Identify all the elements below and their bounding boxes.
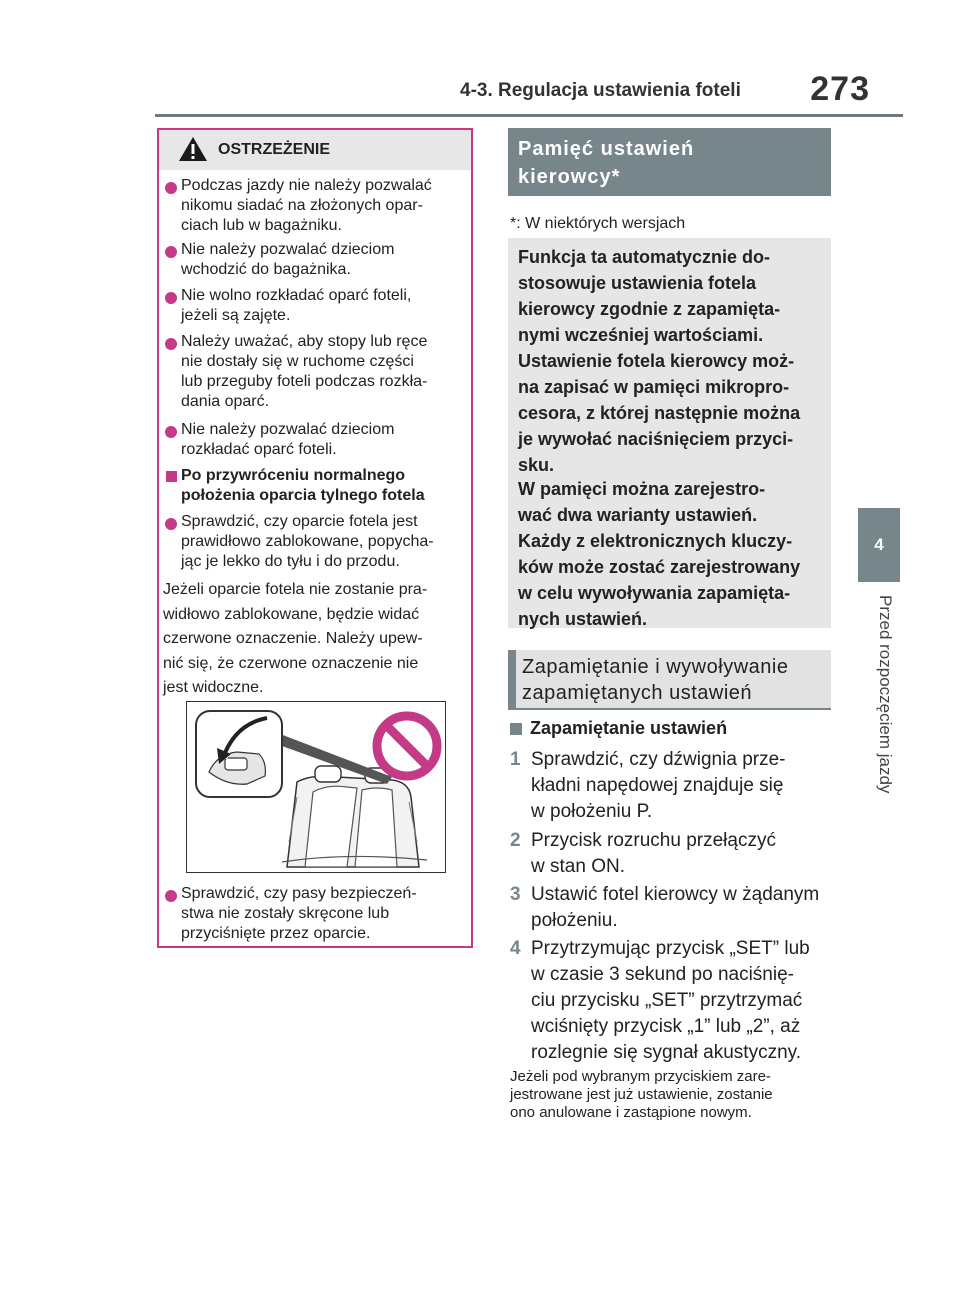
warning-item: Nie wolno rozkładać oparć foteli, jeżeli są zajęte. [181,287,412,324]
header-rule [155,114,903,117]
warning-item: Sprawdzić, czy pasy bezpieczeń- stwa nie zostały skręcone lub przyciśnięte przez oparcie. [181,885,417,942]
section-title: 4-3. Regulacja ustawienia foteli [460,80,741,101]
step-text: Przytrzymując przycisk „SET” lub w czasie 3 sekund po naciśnię- ciu przycisku „SET” przytrzymać wciśnięty przycisk „1” lub „2”, aż rozlegnie się sygnał akustyczny. [531,938,810,1063]
page-number: 273 [810,70,870,108]
warning-triangle-icon [178,136,208,162]
memory-intro-box [508,238,831,628]
recall-section-header: Zapamiętanie i wywoływanie zapamiętanych ustawień [508,650,831,710]
step-text: Przycisk rozruchu przełączyć w stan ON. [531,830,776,877]
bullet-icon [165,426,177,438]
warning-title: OSTRZEŻENIE [218,141,331,158]
step-number: 4 [510,938,521,959]
warning-paragraph: Jeżeli oparcie fotela nie zostanie pra- widłowo zablokowane, będzie widać czerwone oznaczenie. Należy upew- nić się, że czerwone oznaczenie nie jest widoczne. [163,581,428,696]
footnote: *: W niektórych wersjach [510,215,686,232]
recall-subheading: Zapamiętanie ustawień [530,718,728,738]
step-number: 3 [510,884,521,905]
bullet-icon [165,246,177,258]
step-text: Ustawić fotel kierowcy w żądanym położeniu. [531,884,820,931]
warning-item: Sprawdzić, czy oparcie fotela jest prawidłowo zablokowane, popycha- jąc je lekko do tyłu i do przodu. [181,513,434,570]
warning-item: Należy uważać, aby stopy lub ręce nie dostały się w ruchome części lub przeguby foteli podczas rozkła- dania oparć. [181,333,428,410]
warning-item: Nie należy pozwalać dzieciom rozkładać oparć foteli. [181,421,395,458]
square-bullet-icon [166,471,177,482]
seat-illustration [186,701,446,873]
memory-section-header: Pamięć ustawień kierowcy* [508,128,831,196]
step-text: Sprawdzić, czy dźwignia prze- kładni napędowej znajduje się w położeniu P. [531,749,786,822]
intro-paragraph: Ustawienie fotela kierowcy moż- na zapisać w pamięci mikropro- cesora, z której następnie można je wywołać naciśnięciem przyci- sku. [518,351,801,475]
intro-paragraph: W pamięci można zarejestro- wać dwa warianty ustawień. [518,479,766,525]
rear-seat-warning-illustration [187,702,445,872]
chapter-tab: 4 [858,508,900,582]
bullet-icon [165,292,177,304]
warning-item: Nie należy pozwalać dzieciom wchodzić do bagażnika. [181,241,395,278]
intro-paragraph: Każdy z elektronicznych kluczy- ków może zostać zarejestrowany w celu wywoływania zapamięta- nych ustawień. [518,531,801,629]
step-number: 2 [510,830,521,851]
bullet-icon [165,182,177,194]
intro-paragraph: Funkcja ta automatycznie do- stosowuje ustawienia fotela kierowcy zgodnie z zapamięta- nymi wcześniej wartościami. [518,247,781,345]
bullet-icon [165,518,177,530]
note-text: Jeżeli pod wybranym przyciskiem zare- jestrowane jest już ustawienie, zostanie ono anulowane i zastąpione nowym. [510,1068,773,1121]
warning-item: Podczas jazdy nie należy pozwalać nikomu siadać na złożonych opar- ciach lub w bagażniku. [181,177,432,234]
square-bullet-icon [510,723,522,735]
warning-subheading: Po przywróceniu normalnego położenia oparcia tylnego fotela [181,467,425,504]
bullet-icon [165,890,177,902]
bullet-icon [165,338,177,350]
step-number: 1 [510,749,521,770]
chapter-title: Przed rozpoczęciem jazdy [876,595,895,794]
